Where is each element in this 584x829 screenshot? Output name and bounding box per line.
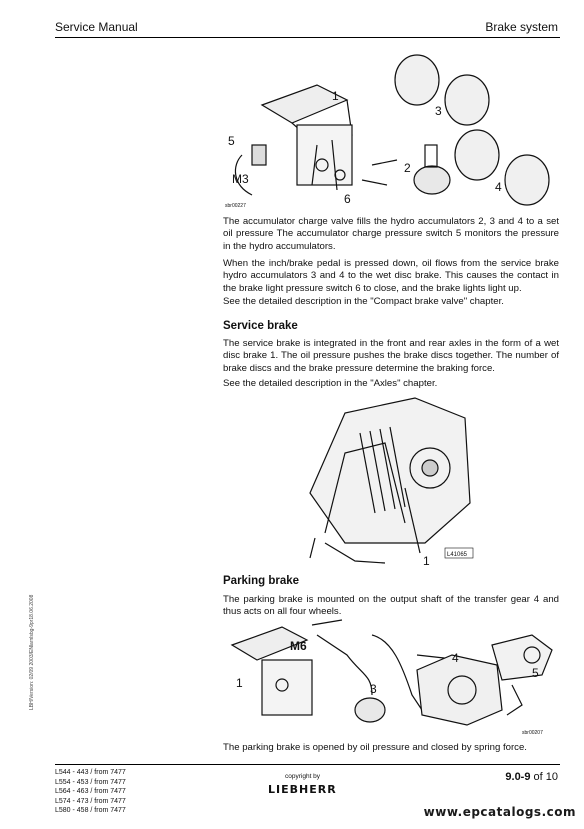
paragraph-parking-brake: The parking brake is mounted on the output shaft of the transfer gear 4 and thus acts on all four wheels. [223, 594, 559, 618]
model-item: L564 - 463 / from 7477 [55, 788, 126, 796]
figure-accumulator [222, 45, 562, 210]
header-section: Brake system [485, 20, 558, 34]
fig2-code: L41065 [447, 552, 468, 558]
paragraph-parking-open: The parking brake is opened by oil pressure and closed by spring force. [223, 742, 527, 753]
footer-rule [55, 764, 560, 765]
fig3-label-m6: M6 [290, 639, 307, 653]
copyright-text: copyright by [285, 773, 321, 780]
fig3-label-5: 5 [532, 666, 539, 680]
fig1-label-1: 1 [332, 89, 339, 103]
figure-disc-brake [305, 393, 475, 568]
page-number [505, 771, 558, 783]
fig1-label-3: 3 [435, 104, 442, 118]
fig3-code: sbr00207 [522, 730, 543, 736]
fig1-label-6: 6 [344, 192, 351, 206]
paragraph-see-axles: See the detailed description in the "Axles" chapter. [223, 378, 438, 389]
disc-brake-drawing [305, 393, 475, 568]
model-list [55, 768, 126, 816]
accumulator-drawing [222, 45, 562, 210]
page-number-value: 9.0-9 [505, 771, 531, 783]
parking-brake-drawing [222, 615, 562, 737]
fig1-label-4: 4 [495, 180, 502, 194]
fig1-code: sbr00227 [225, 203, 246, 209]
page-number-of: of 10 [533, 771, 558, 783]
paragraph-see-compact: See the detailed description in the "Compact brake valve" chapter. [223, 296, 504, 307]
header-title: Service Manual [55, 20, 138, 34]
paragraph-pedal: When the inch/brake pedal is pressed down, oil flows from the service brake hydro accumulators 3 and 4 to the wet disc brake. This causes the contact in the brake light pressure switch 6 to close, and the brake lights light up. [223, 258, 559, 294]
fig3-label-1: 1 [236, 676, 243, 690]
liebherr-logo: LIEBHERR [268, 783, 337, 796]
model-item: L554 - 453 / from 7477 [55, 778, 126, 786]
heading-parking-brake: Parking brake [223, 575, 300, 587]
paragraph-service-brake: The service brake is integrated in the front and rear axles in the form of a wet disc brake 1. The oil pressure pushes the brake discs together. The number of brake discs and the brake pressure determine the braking force. [223, 338, 559, 374]
version-sidenote: LBH/Version: 02/09 2003/ENlarnlsbg-9pr18.06.2008 [29, 594, 35, 710]
paragraph-accumulator: The accumulator charge valve fills the hydro accumulators 2, 3 and 4 to a set oil pressure The accumulator charge pressure switch 5 monitors the pressure in the hydro accumulators. [223, 216, 559, 252]
fig3-label-4: 4 [452, 651, 459, 665]
fig3-label-3: 3 [370, 682, 377, 696]
model-item: L574 - 473 / from 7477 [55, 797, 126, 805]
model-item: L544 - 443 / from 7477 [55, 769, 126, 776]
fig1-label-2: 2 [404, 161, 411, 175]
heading-service-brake: Service brake [223, 320, 298, 332]
header-rule [55, 37, 560, 38]
watermark: www.epcatalogs.com [423, 805, 576, 819]
figure-parking-brake [222, 615, 562, 737]
fig2-label-1: 1 [423, 554, 430, 568]
fig1-label-m3: M3 [232, 172, 249, 186]
fig1-label-5: 5 [228, 134, 235, 148]
model-item: L580 - 458 / from 7477 [55, 807, 126, 815]
